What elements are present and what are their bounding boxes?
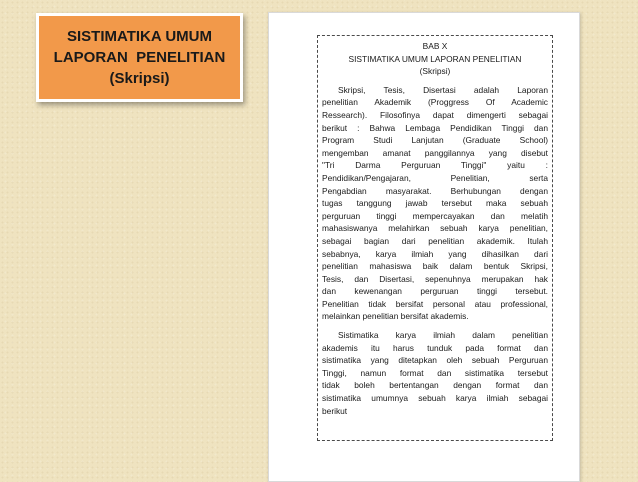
paragraph-line: dan kewenangan perguruan tinggi tersebut. — [322, 286, 548, 297]
paragraph-line: sebagai bagian dari penelitian akademik. Itulah — [322, 235, 548, 246]
paragraph-line: melainkan penelitian bersifat akademis. — [322, 311, 469, 322]
paragraph-line: Tesis, dan Disertasi, sepenuhnya merupakan hak — [322, 273, 548, 284]
paragraph-line: Program Studi Lanjutan (Graduate School) — [322, 135, 548, 146]
paragraph-2 — [322, 329, 548, 417]
paragraph-1 — [322, 84, 548, 323]
chapter-label: BAB X — [422, 41, 448, 51]
paragraph-line: sebabnya, karya ilmiah yang dihasilkan dari — [322, 248, 548, 259]
slide-title-line-3: (Skripsi) — [109, 70, 170, 87]
paragraph-line: mengemban amanat panggilannya yang disebut — [322, 147, 548, 158]
document-subheading: (Skripsi) — [419, 66, 451, 77]
paragraph-line: Pengabdian masyarakat. Berhubungan dengan — [322, 185, 548, 196]
paragraph-line: perguruan tinggi mempercayakan dan melatih — [322, 210, 548, 221]
paragraph-line: penelitian mahasiswa baik dalam bentuk Skripsi, — [322, 261, 548, 272]
paragraph-line: sistimatika umumnya sebuah karya ilmiah sebagai — [322, 393, 548, 404]
paragraph-line: Ressearch). Filosofinya dapat dimengerti sebagai — [322, 109, 548, 120]
slide-title-box — [36, 13, 243, 102]
paragraph-line: "Tri Darma Perguruan Tinggi" yaitu : — [322, 160, 548, 171]
paragraph-line: Tinggi, namun format dan sistimatika tersebut — [322, 367, 548, 378]
paragraph-line: Sistimatika karya ilmiah dalam penelitian — [338, 330, 548, 341]
paragraph-line: akademis itu harus tunduk pada format dan — [322, 342, 548, 353]
paragraph-line: penelitian Akademik (Proggress Of Academic — [322, 97, 548, 108]
document-content-frame — [317, 35, 553, 441]
paragraph-line: tugas tanggung jawab tersebut maka sebuah — [322, 198, 548, 209]
paragraph-line: sistimatika yang ditetapkan oleh sebuah Perguruan — [322, 355, 548, 366]
document-heading: SISTIMATIKA UMUM LAPORAN PENELITIAN — [348, 53, 522, 64]
paragraph-line: Penelitian tidak bersifat personal atau professional, — [322, 298, 548, 309]
paragraph-line: berikut — [322, 405, 348, 416]
slide-title-line-1: SISTIMATIKA UMUM — [67, 28, 212, 45]
paragraph-line: mahasiswanya melahirkan sebuah karya penelitian, — [322, 223, 548, 234]
paragraph-line: Skripsi, Tesis, Disertasi adalah Laporan — [338, 84, 548, 95]
paragraph-line: Pendidikan/Pengajaran, Penelitian, serta — [322, 172, 548, 183]
slide-title-line-2: LAPORAN PENELITIAN — [53, 49, 226, 66]
paragraph-line: tidak boleh bertentangan dengan format dan — [322, 380, 548, 391]
paragraph-line: berikut : Bahwa Lembaga Pendidikan Tinggi dan — [322, 122, 548, 133]
